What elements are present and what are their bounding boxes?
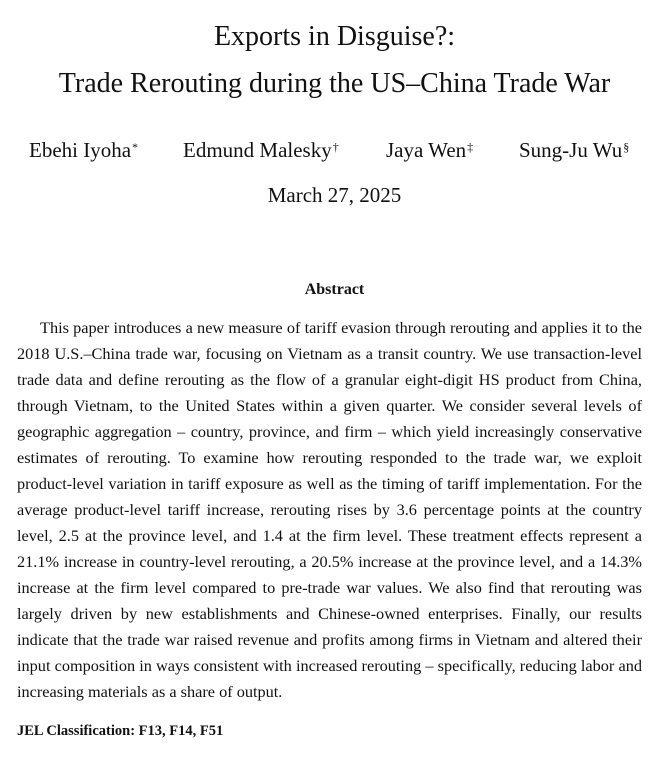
footnote-mark[interactable]: §: [623, 140, 630, 154]
author-name: Ebehi Iyoha: [29, 138, 132, 162]
author-name: Sung-Ju Wu: [519, 138, 623, 162]
paper-title-line-2: Trade Rerouting during the US–China Trade War: [58, 68, 611, 99]
footnote-mark[interactable]: ‡: [467, 140, 474, 154]
author-list: [0, 136, 669, 164]
author-iyoha: [29, 136, 138, 164]
footnote-mark[interactable]: †: [332, 140, 339, 154]
author-name: Jaya Wen: [386, 138, 467, 162]
paper-title-line-1: Exports in Disguise?:: [213, 21, 456, 52]
author-name: Edmund Malesky: [183, 138, 332, 162]
abstract-text: This paper introduces a new measure of tariff evasion through rerouting and applies it to the 2018 U.S.–China trade war, focusing on Vietnam as a transit country. We use transaction-level trade data and define rerouting as the flow of a granular eight-digit HS product from China, through Vietnam, to the United States within a given quarter. We consider several levels of geographic aggregation – country, province, and firm – which yield increasingly conservative estimates of rerouting. To examine how rerouting responded to the trade war, we exploit product-level variation in tariff exposure as well as the timing of tariff implementation. For the average product-level tariff increase, rerouting rises by 3.6 percentage points at the country level, 2.5 at the province level, and 1.4 at the firm level. These treatment effects represent a 21.1% increase in country-level rerouting, a 20.5% increase at the province level, and a 14.3% increase at the firm level compared to pre-trade war values. We also find that rerouting was largely driven by new establishments and Chinese-owned enterprises. Finally, our results indicate that the trade war raised revenue and profits among firms in Vietnam and altered their input composition in ways consistent with increased rerouting – specifically, reducing labor and increasing materials as a share of output.: [17, 318, 642, 701]
author-wen: [386, 136, 473, 164]
author-wu: [519, 136, 629, 164]
publication-date: March 27, 2025: [267, 183, 402, 207]
footnote-mark[interactable]: *: [132, 140, 139, 154]
jel-classification: JEL Classification: F13, F14, F51: [17, 723, 224, 739]
abstract-heading: Abstract: [304, 281, 365, 298]
author-malesky: [183, 136, 339, 164]
